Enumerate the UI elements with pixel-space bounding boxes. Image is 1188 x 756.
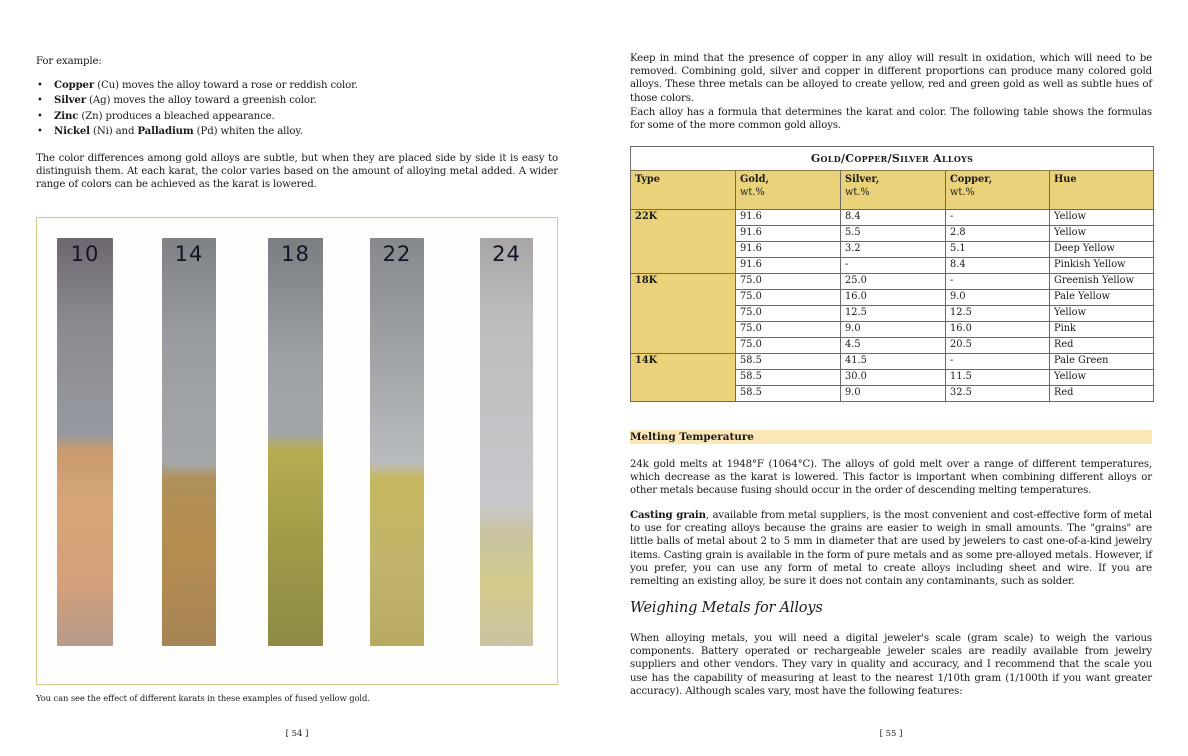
column-header-hue: Hue: [1050, 171, 1154, 210]
gold-cell: 75.0: [736, 306, 841, 322]
color-differences-paragraph: The color differences among gold alloys are subtle, but when they are placed side by side it is easy to distinguish them. At each karat, the color varies based on the amount of alloying metal added. A wider range of colors can be achieved as the karat is lowered.: [36, 153, 558, 191]
gold-cell: 91.6: [736, 210, 841, 226]
gold-strip-14k: [162, 238, 216, 646]
copper-cell: 32.5: [946, 386, 1050, 402]
hue-cell: Red: [1050, 386, 1154, 402]
list-item: [36, 125, 566, 140]
strip-label: 14: [174, 242, 204, 266]
copper-cell: 12.5: [946, 306, 1050, 322]
hue-cell: Yellow: [1050, 370, 1154, 386]
formula-paragraph: Each alloy has a formula that determines the karat and color. The following table shows the formulas for some of the more common gold alloys.: [630, 107, 1152, 132]
table-row: [631, 274, 1154, 290]
right-page: [594, 0, 1188, 756]
table-header-row: [631, 171, 1154, 210]
weighing-paragraph: When alloying metals, you will need a digital jeweler's scale (gram scale) to weigh the various components. Battery operated or rechargeable jeweler scales are readily available from jewelry suppliers and other vendors. They vary in quality and accuracy, and I recommend that the scale you use has the capability of measuring at least to the nearest 1/10th gram (1/100th if you want greater accuracy). Although scales vary, most have the following features:: [630, 633, 1152, 697]
hue-cell: Pale Green: [1050, 354, 1154, 370]
hue-cell: Red: [1050, 338, 1154, 354]
karat-type-cell: 22K: [631, 210, 736, 274]
oxidation-paragraph: Keep in mind that the presence of copper in any alloy will result in oxidation, which will need to be removed. Combining gold, silver and copper in different proportions can produce many colored gold alloys. These three metals can be alloyed to create yellow, red and green gold as well as subtle hues of those colors.: [630, 53, 1152, 104]
hue-cell: Greenish Yellow: [1050, 274, 1154, 290]
silver-cell: -: [841, 258, 946, 274]
hue-cell: Pale Yellow: [1050, 290, 1154, 306]
bullet-text: (Pd) whiten the alloy.: [193, 125, 303, 137]
strip-label: 24: [492, 242, 521, 266]
bullet-text: (Cu) moves the alloy toward a rose or reddish color.: [94, 80, 358, 91]
hue-cell: Pink: [1050, 322, 1154, 338]
karat-type-cell: 14K: [631, 354, 736, 402]
copper-cell: 20.5: [946, 338, 1050, 354]
copper-cell: -: [946, 274, 1050, 290]
table-row: [631, 210, 1154, 226]
copper-cell: 9.0: [946, 290, 1050, 306]
silver-cell: 4.5: [841, 338, 946, 354]
silver-cell: 5.5: [841, 226, 946, 242]
gold-cell: 91.6: [736, 226, 841, 242]
copper-cell: -: [946, 210, 1050, 226]
strip-label: 10: [70, 242, 100, 266]
gold-cell: 75.0: [736, 274, 841, 290]
bullet-text: (Ni) and: [89, 125, 138, 137]
silver-cell: 12.5: [841, 306, 946, 322]
copper-cell: 16.0: [946, 322, 1050, 338]
page-number: [ 55 ]: [879, 729, 903, 739]
gold-cell: 58.5: [736, 354, 841, 370]
copper-cell: 2.8: [946, 226, 1050, 242]
table-body: [631, 210, 1154, 402]
copper-cell: 8.4: [946, 258, 1050, 274]
term-casting-grain: Casting grain: [630, 509, 706, 521]
gold-cell: 58.5: [736, 370, 841, 386]
hue-cell: Yellow: [1050, 306, 1154, 322]
gold-strip-10k: [57, 238, 113, 646]
gold-cell: 58.5: [736, 386, 841, 402]
karat-type-cell: 18K: [631, 274, 736, 354]
bullet-term: Silver: [54, 94, 86, 107]
silver-cell: 9.0: [841, 386, 946, 402]
column-header-type: Type: [631, 171, 736, 210]
casting-grain-paragraph: Casting grain, available from metal suppliers, is the most convenient and cost-effective form of metal to use for creating alloys because the grains are easier to weigh in small amounts. The "grains" are little balls of metal about 2 to 5 mm in diameter that are used by jewelers to cast one-of-a-kind jewelry items. Casting grain is available in the form of pure metals and as some pre-alloyed metals. However, if you prefer, you can use any form of metal to create alloys including sheet and wire. If you are remelting an existing alloy, be sure it does not contain any contaminants, such as solder.: [630, 509, 1152, 588]
subheading-weighing: Weighing Metals for Alloys: [630, 600, 823, 616]
page-number: [ 54 ]: [285, 729, 309, 739]
table-title: Gold/Copper/Silver Alloys: [631, 147, 1154, 171]
karat-strips-photo: [36, 217, 558, 685]
column-header-gold: Gold, wt.%: [736, 171, 841, 210]
table-row: [631, 354, 1154, 370]
bullet-text: (Ag) moves the alloy toward a greenish color.: [85, 95, 317, 107]
bullet-term: Zinc: [54, 109, 79, 122]
photo-caption: You can see the effect of different karats in these examples of fused yellow gold.: [36, 693, 370, 703]
bullet-term: Palladium: [137, 124, 194, 137]
silver-cell: 30.0: [841, 370, 946, 386]
hue-cell: Deep Yellow: [1050, 242, 1154, 258]
gold-strip-24k: [480, 238, 533, 646]
gold-cell: 91.6: [736, 258, 841, 274]
strip-label: 18: [281, 242, 310, 266]
gold-strip-18k: [268, 238, 323, 646]
bullet-term: Nickel: [54, 124, 90, 137]
silver-cell: 9.0: [841, 322, 946, 338]
strip-label: 22: [382, 242, 412, 266]
list-item: [36, 110, 566, 125]
copper-cell: 11.5: [946, 370, 1050, 386]
intro-text: For example:: [36, 56, 102, 67]
silver-cell: 3.2: [841, 242, 946, 258]
list-item: [36, 94, 566, 109]
silver-cell: 41.5: [841, 354, 946, 370]
gold-cell: 75.0: [736, 290, 841, 306]
hue-cell: Pinkish Yellow: [1050, 258, 1154, 274]
hue-cell: Yellow: [1050, 226, 1154, 242]
section-heading-melting: Melting Temperature: [630, 430, 1152, 444]
melting-paragraph: 24k gold melts at 1948°F (1064°C). The alloys of gold melt over a range of different temperatures, which decrease as the karat is lowered. This factor is important when combining different alloys or other metals because fusing should occur in the order of descending melting temperatures.: [630, 459, 1152, 497]
copper-cell: -: [946, 354, 1050, 370]
alloy-effects-list: [36, 79, 566, 140]
alloy-table: [630, 146, 1154, 402]
bullet-term: Copper: [54, 79, 95, 91]
column-header-silver: Silver, wt.%: [841, 171, 946, 210]
gold-cell: 91.6: [736, 242, 841, 258]
silver-cell: 16.0: [841, 290, 946, 306]
silver-cell: 25.0: [841, 274, 946, 290]
hue-cell: Yellow: [1050, 210, 1154, 226]
copper-cell: 5.1: [946, 242, 1050, 258]
gold-strip-22k: [370, 238, 424, 646]
column-header-copper: Copper, wt.%: [946, 171, 1050, 210]
gold-cell: 75.0: [736, 322, 841, 338]
gold-cell: 75.0: [736, 338, 841, 354]
list-item: [36, 79, 566, 94]
silver-cell: 8.4: [841, 210, 946, 226]
bullet-text: (Zn) produces a bleached appearance.: [78, 110, 275, 122]
